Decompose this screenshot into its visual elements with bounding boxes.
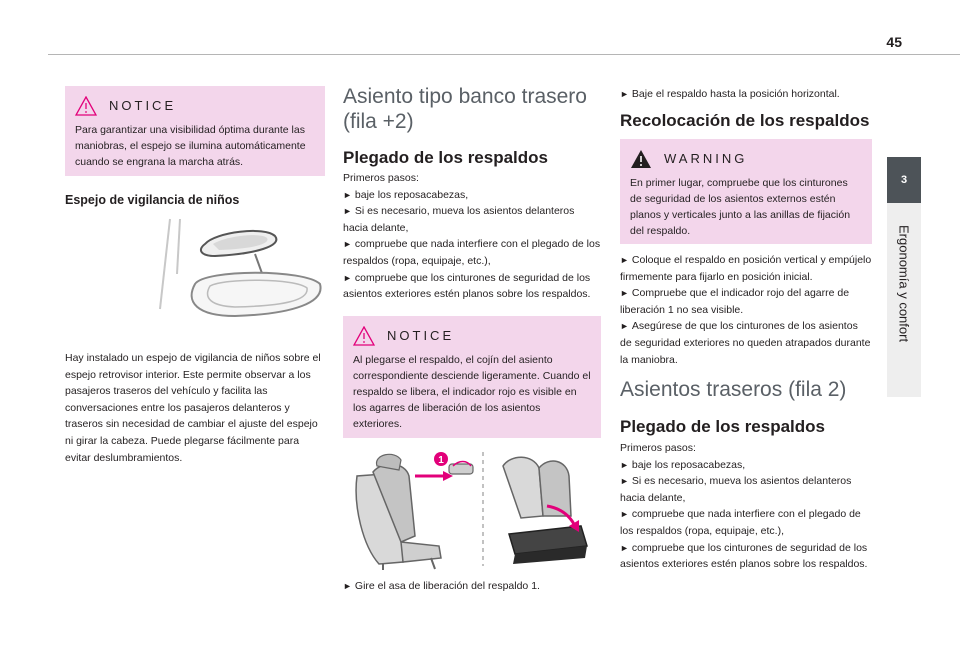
fold-steps	[343, 170, 601, 303]
notice-text: Para garantizar una visibilidad óptima durante las maniobras, el espejo se ilumina automáticamente cuando se engrana la marcha atrás.	[75, 124, 306, 168]
fold-step-3: ► compruebe que nada interfiere con el plegado de los respaldos (ropa, equipaje, etc.),	[343, 238, 601, 267]
chapter-tab[interactable]: 3	[887, 157, 921, 203]
notice-box	[65, 86, 325, 176]
lower-backrest-step: ► Baje el respaldo hasta la posición horizontal.	[620, 88, 840, 100]
callout-number: 1	[438, 455, 444, 466]
child-mirror-illustration	[135, 214, 325, 334]
fold-steps-2	[620, 440, 872, 573]
fold-step-4: ► compruebe que los cinturones de seguridad de los asientos exteriores estén planos sobre los respaldos.	[343, 271, 591, 301]
arrow-icon: ►	[620, 321, 629, 332]
arrow-icon: ►	[343, 272, 352, 283]
fold-step-2: ► Si es necesario, mueva los asientos delanteros hacia delante,	[620, 475, 852, 504]
warning-label: WARNING	[664, 151, 748, 166]
warning-text: En primer lugar, compruebe que los cinturones de seguridad de los asientos externos estén planos y verticales junto a las anillas de fijación del respaldo.	[630, 177, 851, 237]
arrow-icon: ►	[620, 89, 629, 99]
seat-release-illustration	[343, 446, 601, 571]
chapter-tab-title: Ergonomía y confort	[896, 225, 912, 343]
arrow-icon: ►	[343, 581, 352, 591]
reposition-step-1: ► Coloque el respaldo en posición vertical y empújelo firmemente para fijarlo en posición inicial.	[620, 254, 872, 283]
fold-step-3: ► compruebe que nada interfiere con el plegado de los respaldos (ropa, equipaje, etc.),	[620, 508, 861, 537]
reposition-steps	[620, 252, 872, 368]
warning-box	[620, 139, 872, 244]
fold-step-4: ► compruebe que los cinturones de seguridad de los asientos exteriores estén planos sobre los respaldos.	[620, 541, 868, 571]
arrow-icon: ►	[620, 476, 629, 487]
warning-triangle-icon	[75, 96, 97, 116]
arrow-icon: ►	[343, 239, 352, 250]
warning-triangle-icon	[630, 149, 652, 169]
section-title-line1: Asiento tipo banco trasero	[343, 85, 587, 108]
arrow-icon: ►	[343, 206, 352, 217]
fold-heading-2: Plegado de los respaldos	[620, 417, 826, 436]
page-number: 45	[886, 34, 902, 50]
fold-intro-2: Primeros pasos:	[620, 442, 696, 454]
reposition-step-2: ► Compruebe que el indicador rojo del agarre de liberación 1 no sea visible.	[620, 287, 850, 316]
notice-box-2	[343, 316, 601, 438]
fold-heading: Plegado de los respaldos	[343, 148, 549, 167]
reposition-heading: Recolocación de los respaldos	[620, 111, 870, 130]
mirror-heading: Espejo de vigilancia de niños	[65, 193, 240, 207]
arrow-icon: ►	[620, 509, 629, 520]
arrow-icon: ►	[620, 542, 629, 553]
arrow-icon: ►	[620, 459, 629, 470]
fold-step-2: ► Si es necesario, mueva los asientos delanteros hacia delante,	[343, 205, 575, 234]
notice-label: NOTICE	[109, 98, 177, 113]
arrow-icon: ►	[620, 288, 629, 299]
notice-text: Al plegarse el respaldo, el cojín del asiento correspondiente desciende ligeramente. Cuando el respaldo se libera, el indicador rojo es visible en los agarres de liberación de los asientos exteriores.	[353, 354, 591, 430]
warning-triangle-icon	[353, 326, 375, 346]
arrow-icon: ►	[343, 189, 352, 200]
section-title-rear-seats: Asientos traseros (fila 2)	[620, 378, 847, 401]
mirror-text: Hay instalado un espejo de vigilancia de niños sobre el espejo retrovisor interior. Este permite observar a los pasajeros traseros del vehículo y facilita las conversaciones entre los pasajeros delanteros y traseros sin necesidad de cambiar el ajuste del espejo ni girar la cabeza. Puede plegarse fácilmente para evitar deslumbramientos.	[65, 352, 321, 464]
fold-step-1: ► baje los reposacabezas,	[343, 188, 469, 201]
section-title-bench	[343, 84, 601, 134]
release-step: ► Gire el asa de liberación del respaldo 1.	[343, 580, 540, 592]
arrow-icon: ►	[620, 255, 629, 265]
header-rule	[48, 54, 960, 55]
section-title-line2: (fila +2)	[343, 110, 414, 133]
fold-step-1: ► baje los reposacabezas,	[620, 458, 746, 471]
notice-label: NOTICE	[387, 328, 455, 343]
reposition-step-3: ► Asegúrese de que los cinturones de los asientos de seguridad exteriores no queden atrapados durante la maniobra.	[620, 320, 871, 366]
fold-intro: Primeros pasos:	[343, 172, 419, 184]
